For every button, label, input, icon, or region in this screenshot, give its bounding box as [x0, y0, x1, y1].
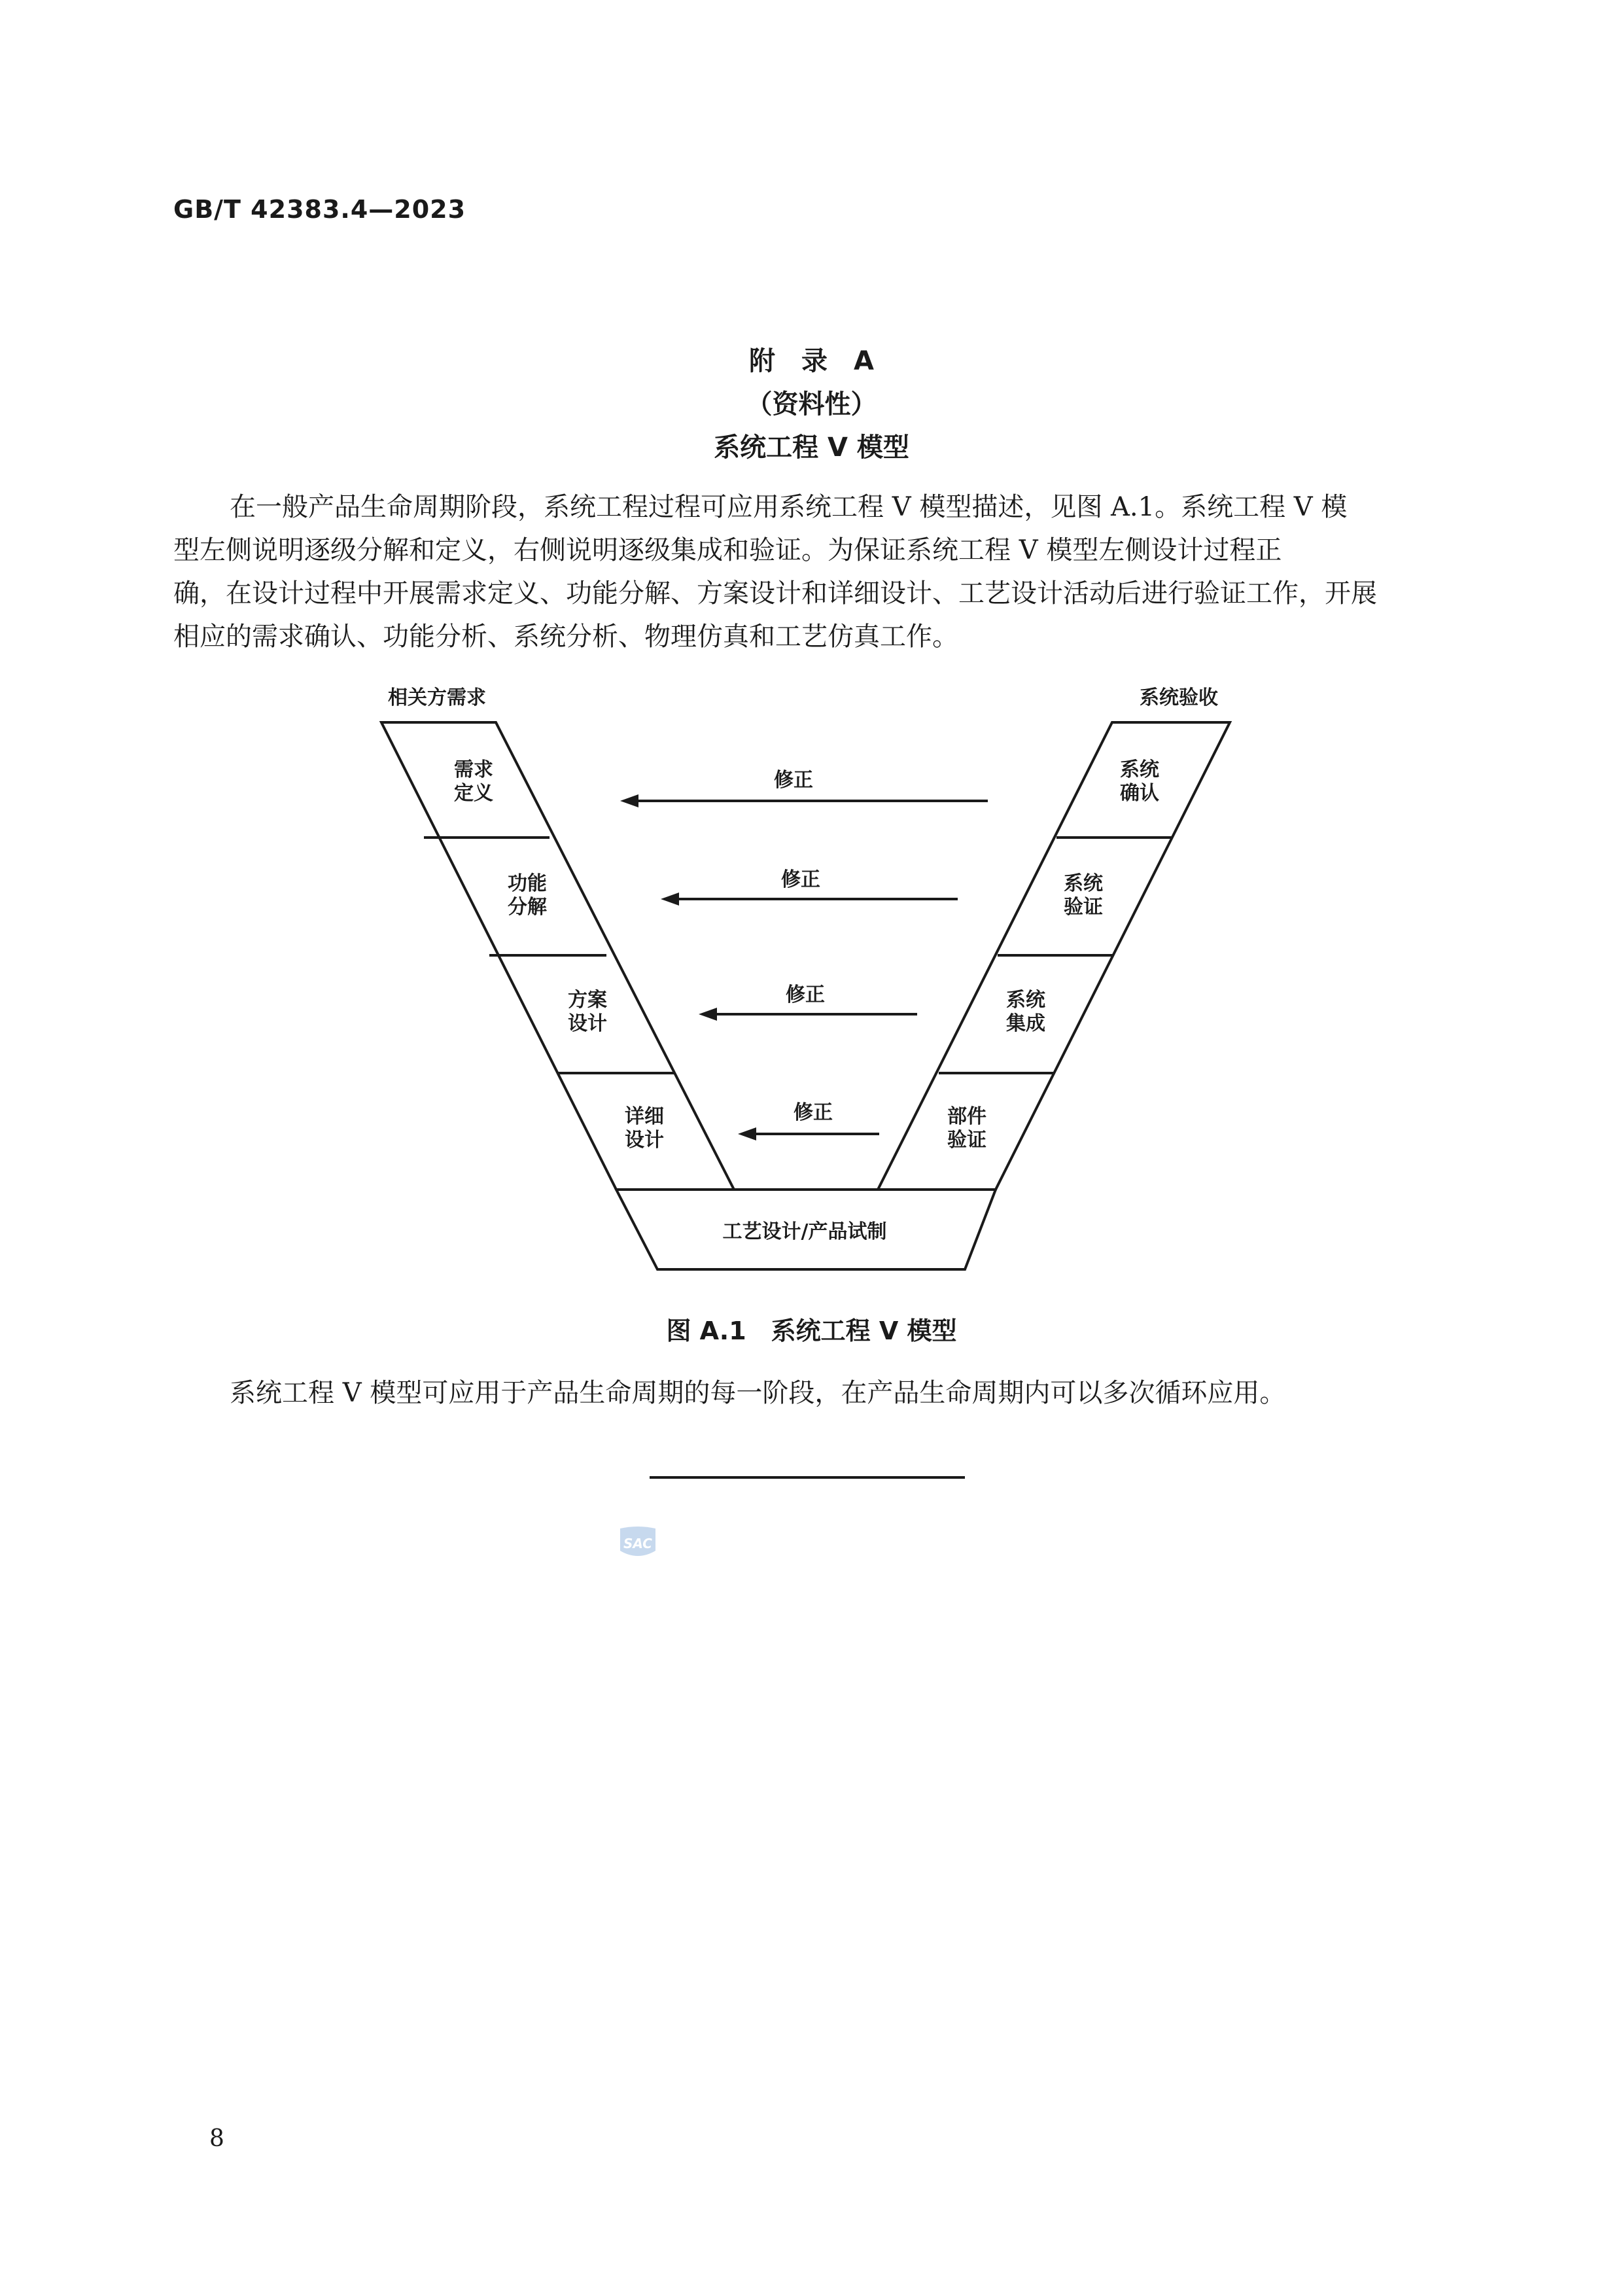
- standard-code: GB/T 42383.4—2023: [173, 195, 466, 224]
- arrow-label: 修正: [774, 769, 813, 792]
- left-box-line: 分解: [508, 896, 547, 919]
- appendix-heading: 系统工程 V 模型: [714, 433, 909, 463]
- right-box-line: 集成: [1006, 1012, 1045, 1035]
- figure-caption: 图 A.1 系统工程 V 模型: [666, 1316, 957, 1345]
- right-box-line: 系统: [1006, 989, 1045, 1012]
- arrow-label: 修正: [794, 1101, 833, 1124]
- page-number: 8: [209, 2125, 224, 2152]
- bottom-box-label: 工艺设计/产品试制: [722, 1220, 887, 1243]
- paragraph-line: 型左侧说明逐级分解和定义，右侧说明逐级集成和验证。为保证系统工程 V 模型左侧设计过程正: [173, 535, 1282, 565]
- paragraph-line: 确，在设计过程中开展需求定义、功能分解、方案设计和详细设计、工艺设计活动后进行验证工作，开展: [173, 578, 1377, 609]
- right-box-line: 确认: [1120, 782, 1159, 805]
- paragraph-line: 系统工程 V 模型可应用于产品生命周期的每一阶段，在产品生命周期内可以多次循环应用。: [230, 1378, 1286, 1408]
- closing-paragraph: [173, 1371, 1442, 1415]
- end-rule: [650, 1476, 965, 1479]
- right-box-line: 系统: [1120, 758, 1159, 781]
- right-top-label: 系统验收: [1140, 686, 1218, 709]
- logo-text: SAC: [623, 1536, 652, 1551]
- appendix-title: 附 录 A: [749, 346, 874, 376]
- left-box-line: 功能: [508, 872, 547, 895]
- left-box-line: 方案: [568, 989, 607, 1012]
- paragraph-line: 相应的需求确认、功能分析、系统分析、物理仿真和工艺仿真工作。: [173, 622, 958, 652]
- left-top-label: 相关方需求: [388, 686, 486, 709]
- right-box-line: 验证: [947, 1129, 986, 1152]
- appendix-nature: （资料性）: [746, 389, 877, 419]
- right-box-line: 验证: [1064, 896, 1103, 919]
- right-box-line: 系统: [1064, 872, 1103, 895]
- arrow-label: 修正: [781, 868, 820, 891]
- paragraph-line: 在一般产品生命周期阶段，系统工程过程可应用系统工程 V 模型描述，见图 A.1。系统工程 V 模: [230, 492, 1348, 522]
- left-box-line: 详细: [625, 1105, 664, 1128]
- left-box-line: 定义: [454, 782, 493, 805]
- left-box-line: 设计: [625, 1129, 664, 1152]
- left-box-line: 需求: [454, 758, 493, 781]
- arrow-label: 修正: [786, 983, 825, 1006]
- left-box-line: 设计: [568, 1012, 607, 1035]
- sac-logo: [615, 1525, 661, 1561]
- right-box-line: 部件: [947, 1105, 986, 1128]
